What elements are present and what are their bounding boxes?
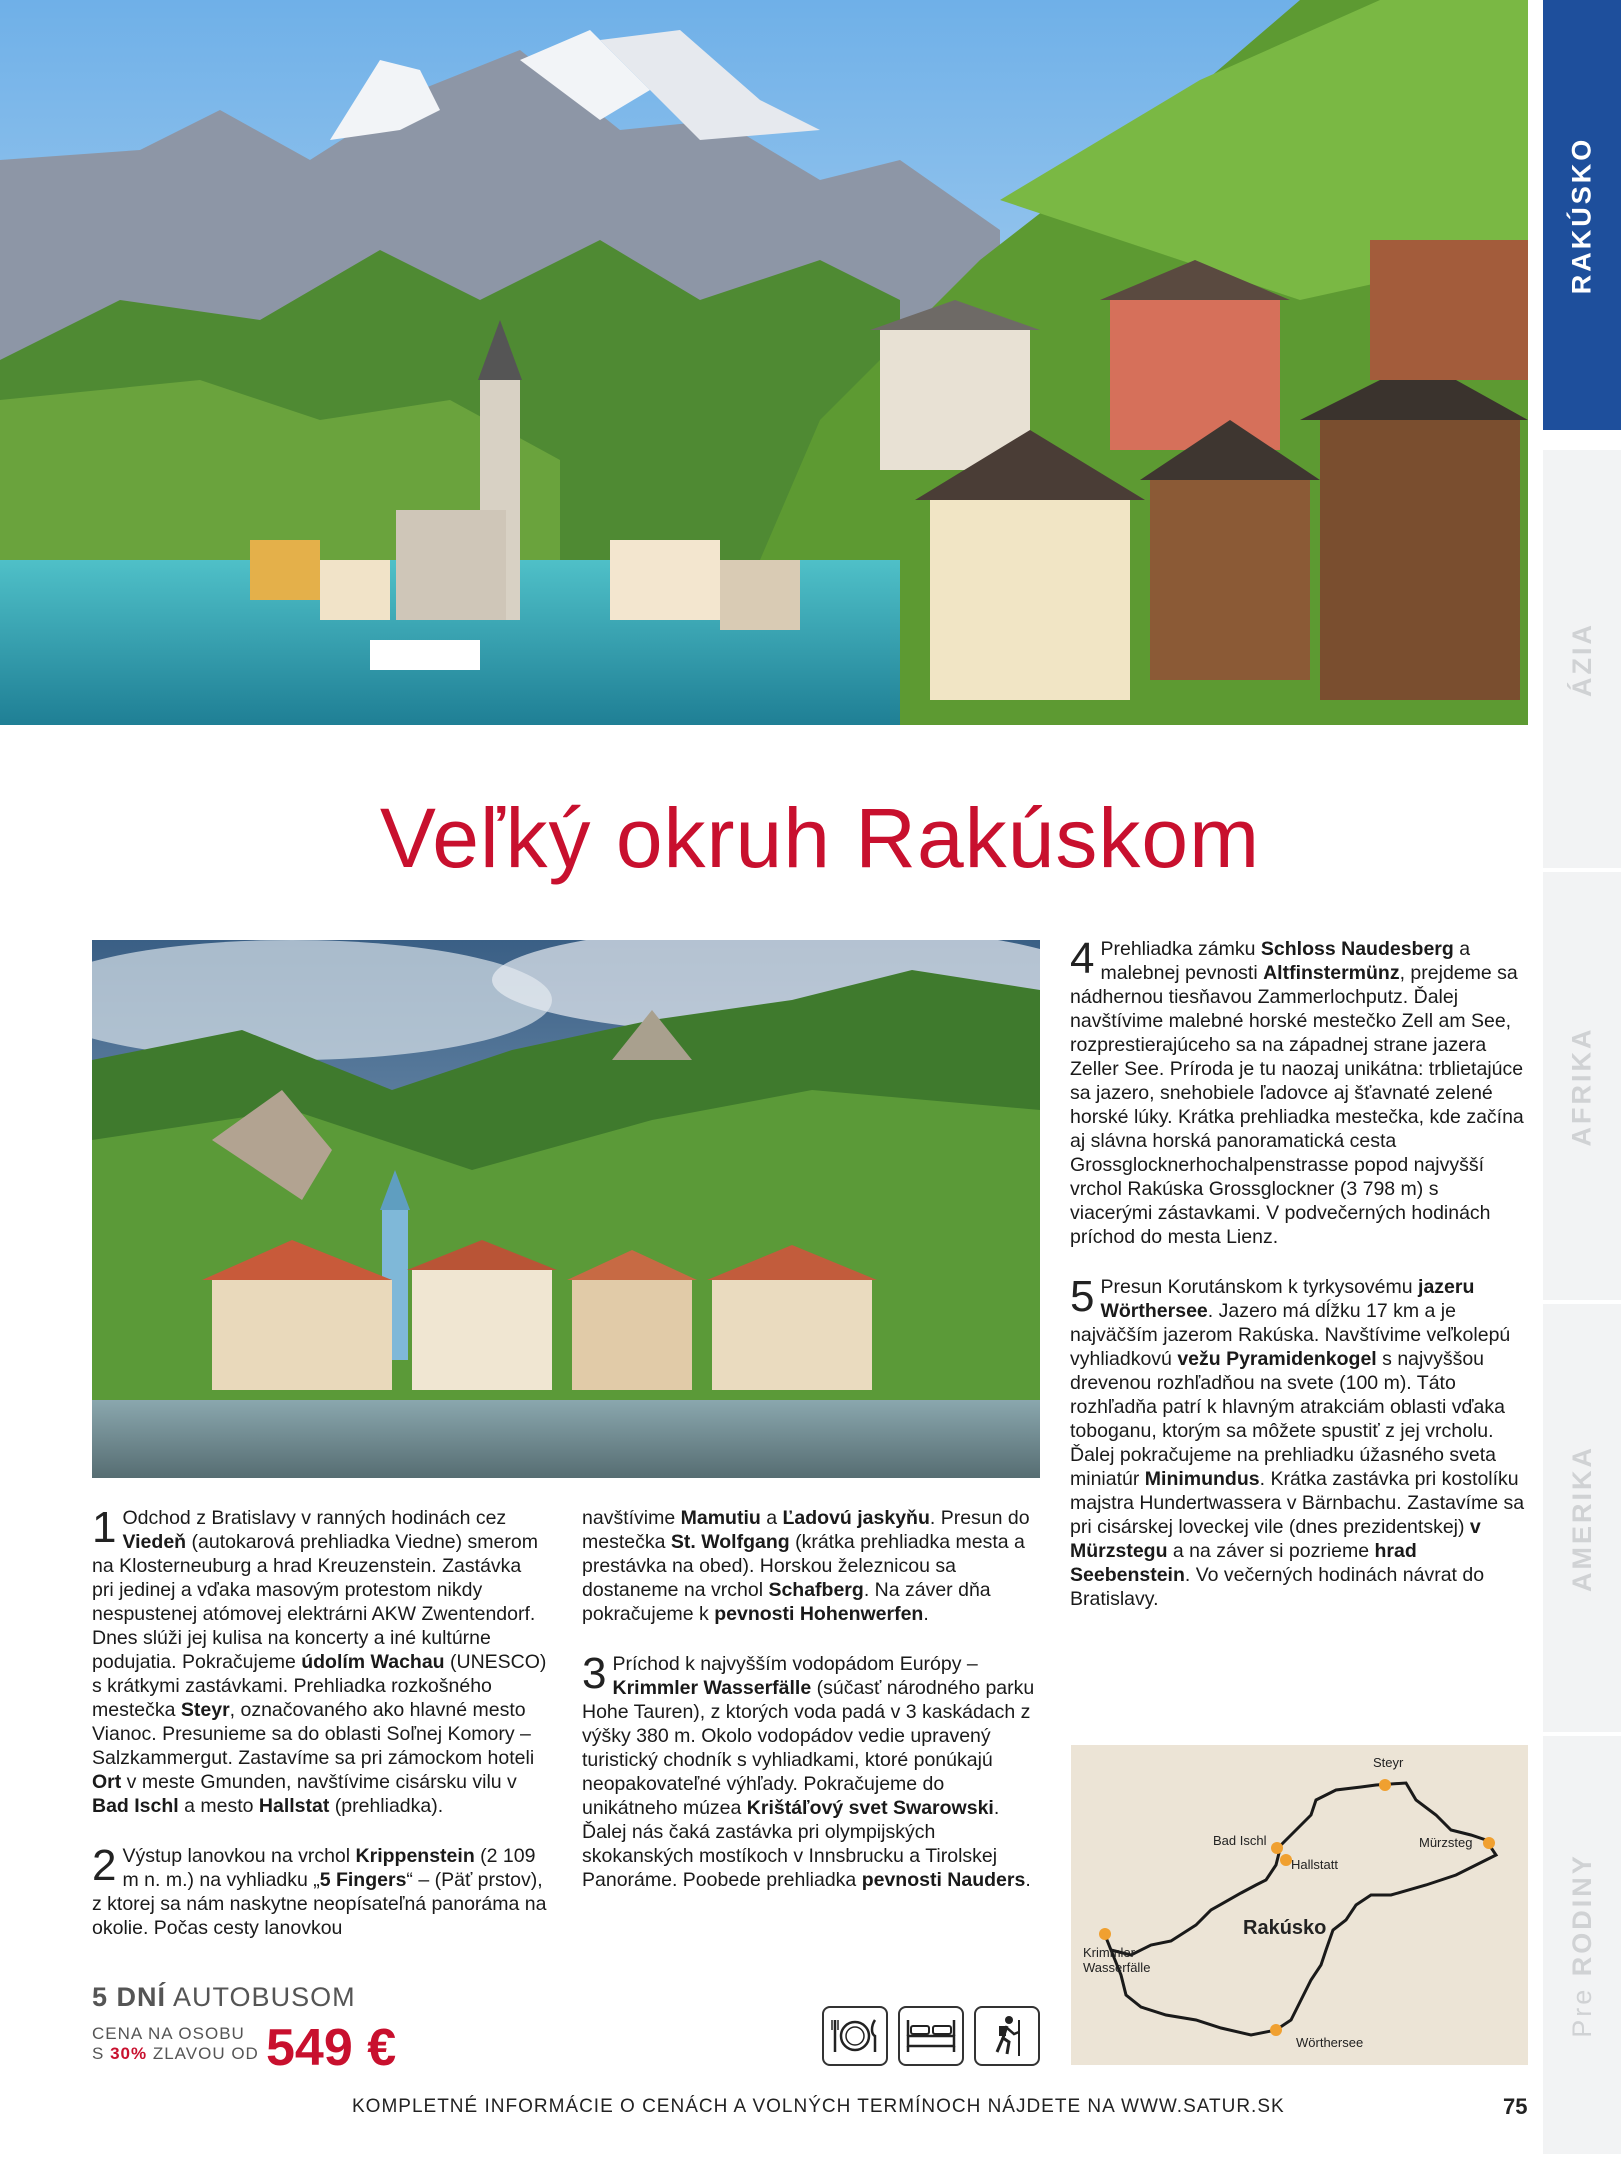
route-map — [1071, 1745, 1528, 2065]
day-text: Presun Korutánskom k tyrkysovému jazeru Wörthersee. Jazero má dĺžku 17 km a je najväčším jazerom Rakúska. Navštívime veľkolepú vyhliadkovú vežu Pyramidenkogel s najvyššou drevenou rozhľadňou na svete (100 m). Táto rozhľadňa patrí k hlavným atrakciám oblasti vďaka toboganu, ktorým sa môžete spustiť z jej vrcholu. Ďalej pokračujeme na prehliadku úžasného sveta miniatúr Minimundus. Krátka zastávka pri kostolíku majstra Hundertwassera v Bärnbachu. Zastavíme sa pri cisárskej loveckej vile (dnes prezidentskej) v Mürzstegu a na záver si pozrieme hrad Seebenstein. Vo večerných hodinách návrat do Bratislavy. — [1070, 1276, 1525, 1610]
hero-photo-hallstatt — [0, 0, 1528, 725]
day-text: Prehliadka zámku Schloss Naudesberg a malebnej pevnosti Altfinstermünz, prejdeme sa nádhernou tiesňavou Zammerlochputz. Ďalej navštívime malebné horské mestečko Zell am See, rozprestierajúceho sa na západnej strane jazera Zeller See. Príroda je tu naozaj unikátna: trblietajúce sa jazero, snehobiele ľadovce aj šťavnaté zelené horské lúky. Krátka prehliadka mestečka, kde začína aj slávna horská panoramatická cesta Grossglocknerhochalpenstrasse popod najvyšší vrchol Rakúska Grossglockner (3 798 m) s viacerými zástavkami. V podvečerných hodinách príchod do mesta Lienz. — [1070, 938, 1524, 1248]
page-title: Veľký okruh Rakúskom — [379, 791, 1261, 885]
tab-label: RODINY — [1566, 1852, 1597, 1976]
day-number: 4 — [1070, 934, 1095, 983]
stop-bad-ischl — [1271, 1842, 1283, 1854]
day-text: Výstup lanovkou na vrchol Krippenstein (2 109 m n. m.) na vyhliadku „5 Fingers“ – (Päť prstov), z ktorej sa nám naskytne neopísateľná panoráma na okolie. Počas cesty lanovkou — [92, 1845, 547, 1939]
discount-percent: 30% — [110, 2044, 148, 2063]
city-label: Bad Ischl — [1213, 1833, 1267, 1848]
page-number: 75 — [1503, 2094, 1528, 2119]
city-label: Wörthersee — [1296, 2035, 1364, 2050]
city-label: Mürzsteg — [1419, 1835, 1473, 1850]
photo-wachau — [92, 940, 1040, 1478]
day-5 — [1070, 1272, 1525, 1611]
price-label-prefix: S — [92, 2044, 105, 2063]
route-line — [1103, 1783, 1496, 2035]
duration-transport: AUTOBUSOM — [173, 1982, 356, 2012]
tab-label: ÁZIA — [1566, 621, 1597, 697]
tab-label: RAKÚSKO — [1566, 136, 1597, 294]
itinerary-column-1 — [92, 1503, 547, 1940]
day-number: 2 — [92, 1841, 117, 1890]
stop-steyr — [1379, 1779, 1391, 1791]
stop-worthersee — [1270, 2024, 1282, 2036]
day-text: Odchod z Bratislavy v ranných hodinách cez Viedeň (autokarová prehliadka Viedne) smerom na Klosterneuburg a hrad Kreuzenstein. Zastávka pri jedinej a vďaka masovým protestom nikdy nespustenej atómovej elektrárni AKW Zwentendorf. Dnes slúži jej kulisa na koncerty a iné kultúrne podujatia. Pokračujeme údolím Wachau (UNESCO) s krátkymi zastávkami. Prehliadka rozkošného mestečka Steyr, označovaného ako hlavné mesto Vianoc. Presunieme sa do oblasti Soľnej Komory – Salzkammergut. Zastavíme sa pri zámockom hoteli Ort v meste Gmunden, navštívime cisársku vilu v Bad Ischl a mesto Hallstat (prehliadka). — [92, 1507, 547, 1817]
price-label-suffix: ZLAVOU OD — [152, 2044, 259, 2063]
meals-icon — [822, 2006, 888, 2066]
day-4 — [1070, 934, 1525, 1249]
tab-pre-rodiny[interactable] — [1543, 1736, 1621, 2156]
stop-murzsteg — [1483, 1837, 1495, 1849]
day-3 — [582, 1649, 1037, 1892]
day-1 — [92, 1503, 547, 1818]
stop-krimmler — [1099, 1928, 1111, 1940]
day-2-continued — [582, 1506, 1037, 1626]
map-country-label: Rakúsko — [1243, 1917, 1327, 1939]
hiking-icon — [974, 2006, 1040, 2066]
duration-days: 5 DNÍ — [92, 1982, 167, 2012]
day-number: 1 — [92, 1503, 117, 1552]
tab-label: AMERIKA — [1566, 1444, 1597, 1592]
city-label: Krimmler Wasserfälle — [1083, 1945, 1151, 1975]
price-label-line1: CENA NA OSOBU — [92, 2024, 245, 2043]
tab-prefix: Pre — [1566, 1986, 1597, 2038]
city-label: Steyr — [1373, 1755, 1404, 1770]
price-amount: 549 € — [266, 2019, 397, 2077]
tab-amerika[interactable] — [1543, 1304, 1621, 1734]
bed-icon — [898, 2006, 964, 2066]
tab-afrika[interactable] — [1543, 872, 1621, 1302]
day-2 — [92, 1841, 547, 1940]
itinerary-column-2 — [582, 1506, 1037, 1892]
day-text: Príchod k najvyšším vodopádom Európy – Krimmler Wasserfälle (súčasť národného parku Hohe Tauren), z ktorých voda padá v 3 kaskádach z výšky 380 m. Okolo vodopádov vedie upravený turistický chodník s vyhliadkami, ktoré ponúkajú neopakovateľné výhľady. Pokračujeme do unikátneho múzea Krištáľový svet Swarowski. Ďalej nás čaká zastávka pri olympijských skokanských mostíkoch v Innsbrucku a Tirolskej Panoráme. Poobede prehliadka pevnosti Nauders. — [582, 1653, 1035, 1891]
tab-label: AFRIKA — [1566, 1026, 1597, 1146]
itinerary-column-3 — [1070, 934, 1525, 1611]
day-text: navštívime Mamutiu a Ľadovú jaskyňu. Presun do mestečka St. Wolfgang (krátka prehliadka mesta a prestávka na obed). Horskou železnicou sa dostaneme na vrchol Schafberg. Na záver dňa pokračujeme k pevnosti Hohenwerfen. — [582, 1507, 1030, 1625]
day-number: 5 — [1070, 1272, 1095, 1321]
price-label — [92, 2024, 259, 2064]
footer-info: KOMPLETNÉ INFORMÁCIE O CENÁCH A VOLNÝCH TERMÍNOCH NÁJDETE NA WWW.SATUR.SK — [352, 2096, 1285, 2117]
service-icons — [822, 2006, 1040, 2066]
trip-duration — [92, 1982, 356, 2013]
country-tabs — [1543, 0, 1621, 2160]
tab-rakusko[interactable] — [1543, 0, 1621, 432]
city-label: Hallstatt — [1291, 1857, 1338, 1872]
day-number: 3 — [582, 1649, 607, 1698]
